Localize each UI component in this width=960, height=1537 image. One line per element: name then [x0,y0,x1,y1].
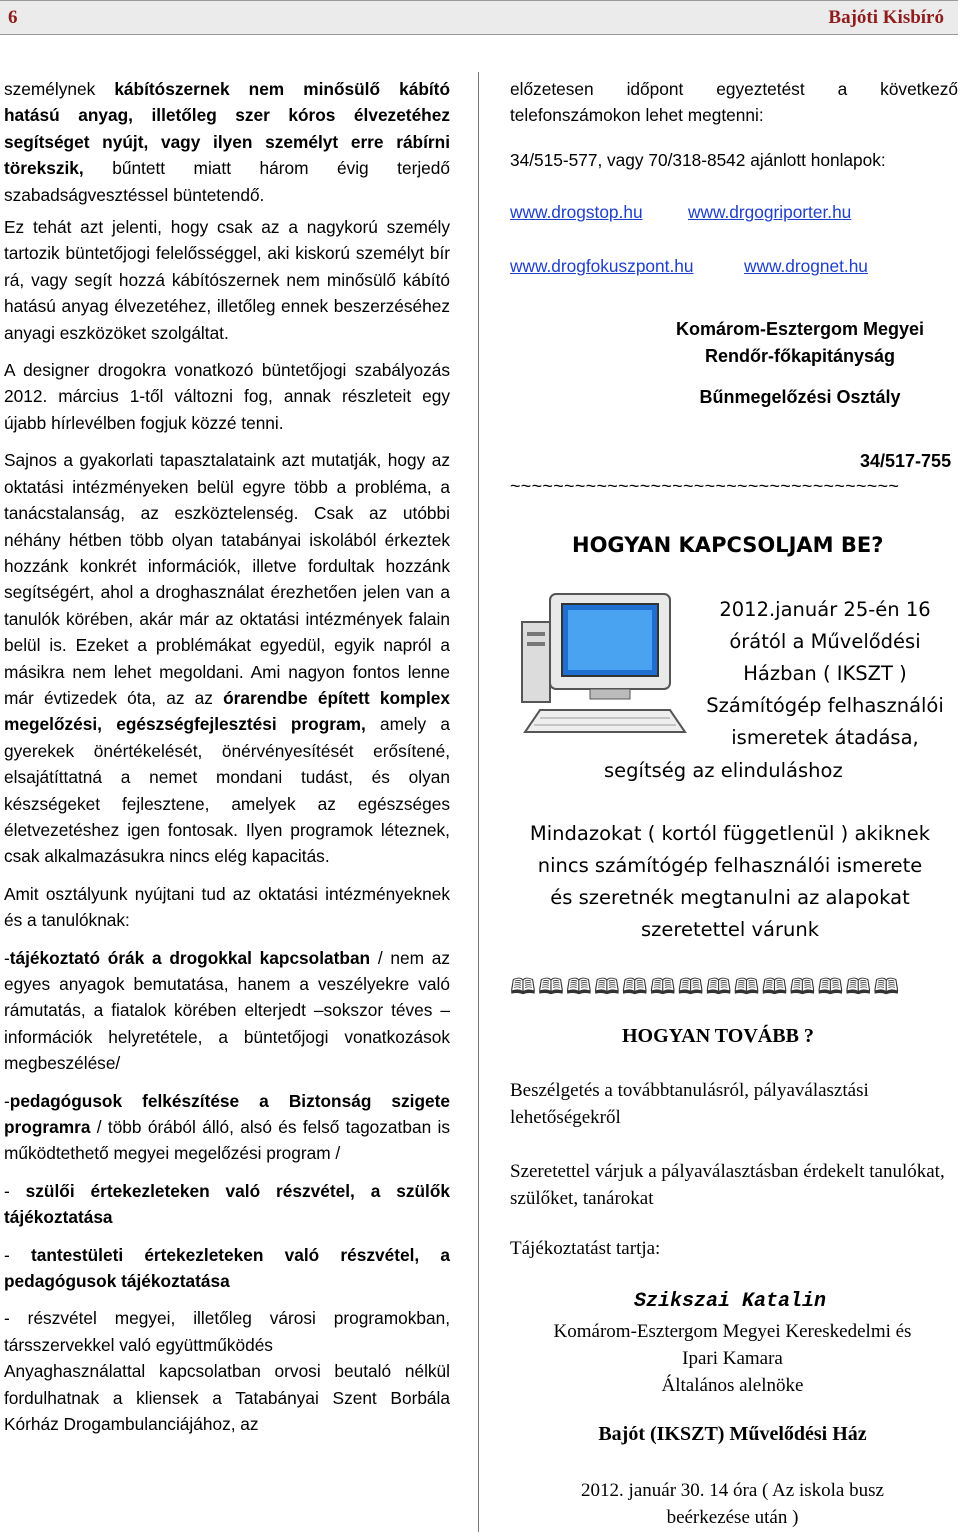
presenter-name: Szikszai Katalin [633,1290,827,1313]
event-time-place: órától a Művelődési [729,630,921,653]
paragraph-designer-drugs: A designer drogokra vonatkozó büntetőjogi szabályozás 2012. március 1-től változni fog, annak részleteit egy újabb hírlevélben fogjuk közzé tenni. [4,360,450,433]
page-header [0,0,958,35]
org-line-1: Komárom-Esztergom Megyei Kereskedelmi és [553,1321,912,1342]
phone-numbers: 34/515-577, vagy 70/318-8542 ajánlott honlapok: [510,149,886,170]
bullet-teacher-training: -pedagógusok felkészítése a Biztonság szigete programra / több órából álló, alsó és felső tagozatban is működtethető megyei megelőzési program / [4,1090,450,1164]
invite-line-2: nincs számítógép felhasználói ismerete [537,854,923,877]
presenter-org [500,1318,960,1399]
book-icon-row: 🕮🕮🕮🕮🕮🕮🕮🕮🕮🕮🕮🕮🕮🕮 [510,975,902,1000]
paragraph-clinic: Anyaghasználattal kapcsolatban orvosi beutaló nélkül fordulhatnak a kliensek a Tatabányai Szent Borbála Kórház Drogambulanciájához, az [4,1361,450,1435]
paragraph-law-continued: személynek kábítószernek nem minősülő kábító hatású anyag, illetőleg szer kóros élvezetéhez segítséget nyújt, vagy ilyen személyt erre rábírni törekszik, bűntett miatt három évig terjedő szabadságvesztéssel büntetendő. [4,79,450,205]
column-divider [478,72,479,1532]
invite-line-1: Mindazokat ( kortól függetlenül ) akiknek [529,822,931,845]
link-drgogriporter[interactable]: www.drgogriporter.hu [688,202,852,223]
date-time [500,1477,960,1531]
org-line-3: Általános alelnöke [661,1375,804,1396]
police-block [640,316,960,411]
event-subtitle: ismeretek átadása, [731,726,919,749]
newsletter-title: Bajóti Kisbíró [828,7,944,28]
link-drogfokuszpont[interactable]: www.drogfokuszpont.hu [510,256,694,277]
venue: Bajót (IKSZT) Művelődési Ház [598,1423,867,1445]
police-phone: 34/517-755 [860,451,952,471]
bullet-programs: - részvétel megyei, illetőleg városi programokban, társszervekkel való együttműködés [4,1308,450,1355]
bullet-parent-meetings: - szülői értekezleteken való részvétel, a szülők tájékoztatása [4,1180,450,1228]
welcome-text: Szeretettel várjuk a pályaválasztásban érdekelt tanulókat, szülőket, tanárokat [510,1161,945,1209]
bullet-staff-meetings: - tantestületi értekezleteken való részvétel, a pedagógusok tájékoztatása [4,1244,450,1292]
event-venue: Házban ( IKSZT ) [743,662,907,685]
page-number: 6 [8,7,18,28]
paragraph-offer: Amit osztályunk nyújtani tud az oktatási intézményeknek és a tanulóknak: [4,883,450,931]
invite-line-4: szeretettel várunk [640,918,820,941]
date-line-1: 2012. január 30. 14 óra ( Az iskola busz [581,1480,884,1501]
paragraph-experience: Sajnos a gyakorlati tapasztalataink azt mutatják, hogy az oktatási intézményeken belül egyre több a probléma, a tanácstalanság, az eszköztelenség. Csak az utóbbi néhány hétben több olyan tatabányai iskolából érkeztek hozzánk konkrét információk, illetve fordultak hozzánk segítségért, ahol a droghasználat érezhetően jelen van a tanulók körében, akár már az oktatási intézmények falain belül is. Ezeket a problémákat egyedül, egyik napról a másikra nem lehet megoldani. Ami nagyon fontos lenne már évtizedek óta, az az órarendbe épített komplex megelőzési, egészségfejlesztési program, amely a gyerekek önértékelését, önérvényesítését erősítené, elsajátíttatná a nemet mondani tudást, és olyan készségeket fejlesztene, amelyek az egészséges életvezetéshez igen fontosak. Ilyen programok léteznek, csak alkalmazásukra nincs elég kapacitás. [4,450,450,867]
paragraph-meaning: Ez tehát azt jelenti, hogy csak az a nagykorú személy tartozik büntetőjogi felelősséggel, aki kiskorú személyt bír rá, vagy segít hozzá kábítószernek nem minősülő kábító hatású anyag élvezetéhez, illetőleg ennek beszerzéséhez anyagi eszközöket szolgáltat. [4,217,450,343]
talk-text: Beszélgetés a továbbtanulásról, pályaválasztási lehetőségekről [510,1080,869,1128]
presenter-label: Tájékoztatást tartja: [510,1238,661,1259]
event-help: segítség az elinduláshoz [604,759,843,782]
police-county: Komárom-Esztergom Megyei [675,319,925,339]
right-column [510,76,958,279]
computer-icon [520,592,690,742]
left-column [4,76,450,1438]
event-title: Számítógép felhasználói [706,694,944,717]
date-line-2: beérkezése után ) [666,1507,799,1528]
police-hq: Rendőr-főkapitányság [704,346,896,366]
bullet-info-classes: -tájékoztató órák a drogokkal kapcsolatban / nem az egyes anyagok bemutatása, hanem a veszélyekre való rámutatás, a fiatalok körében elterjedt –sokszor téves – információk helyretétele, a büntetőjogi vonatkozások megbeszélése/ [4,947,450,1074]
headline-next: HOGYAN TOVÁBB ? [622,1025,814,1047]
org-line-2: Ipari Kamara [682,1348,783,1369]
invite-block [500,818,960,946]
event-details [700,594,950,754]
invite-line-3: és szeretnék megtanulni az alapokat [550,886,910,909]
link-drogstop[interactable]: www.drogstop.hu [510,202,643,223]
tilde-divider: ~~~~~~~~~~~~~~~~~~~~~~~~~~~~~~~~~~~~ [510,476,900,496]
headline-connect: HOGYAN KAPCSOLJAM BE? [572,533,884,557]
link-drognet[interactable]: www.drognet.hu [744,256,868,277]
event-date: 2012.január 25-én 16 [719,598,931,621]
paragraph-appointment: előzetesen időpont egyeztetést a következő telefonszámokon lehet megtenni: [510,79,958,126]
police-department: Bűnmegelőzési Osztály [699,387,901,407]
